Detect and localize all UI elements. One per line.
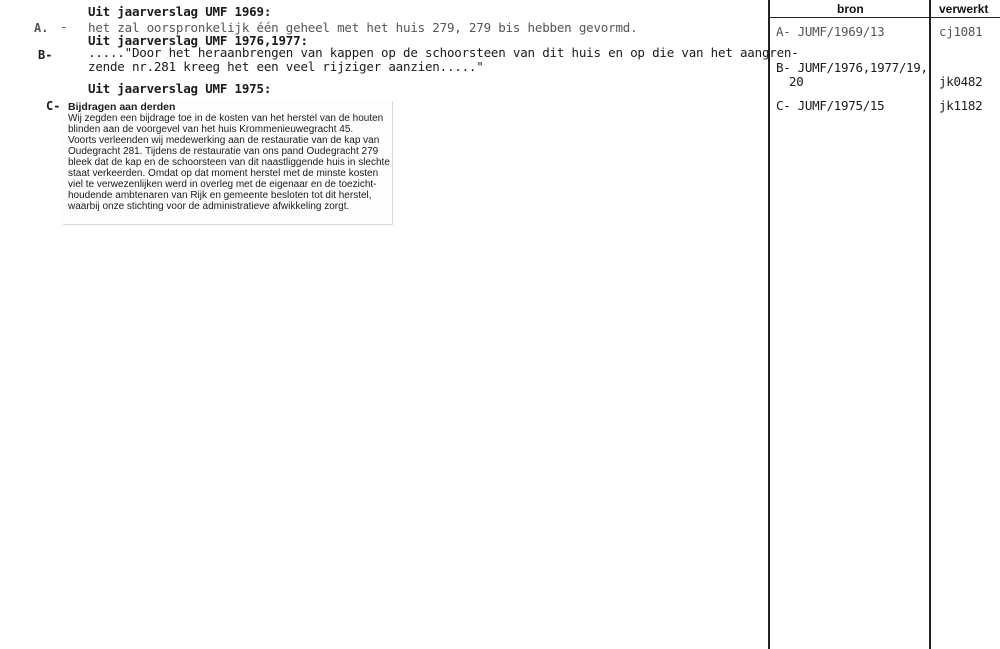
clipping-line: blinden aan de voorgevel van het huis Krommenieuwegracht 45. [68,124,354,135]
entry-b-verwerkt: jk0482 [939,74,983,89]
entry-b-line-2: zende nr.281 kreeg het een veel rijziger aanzien....." [88,59,484,74]
clipping-line: Oudegracht 281. Tijdens de restauratie van ons pand Oudegracht 279 [68,146,379,157]
entry-c-marker: C- [46,99,61,113]
clipping-line: bleek dat de kap en de schoorsteen van dit naastliggende huis in slechte [68,157,390,168]
clipping-line: Voorts verleenden wij medewerking aan de restauratie van de kap van [68,135,380,146]
entry-b-bron-line-1: B- JUMF/1976,1977/19, [776,60,928,75]
entry-a-verwerkt: cj1081 [939,24,983,39]
header-bron: bron [837,2,864,16]
section-heading-1969: Uit jaarverslag UMF 1969: [88,4,272,19]
entry-c-bron: C- JUMF/1975/15 [776,98,885,113]
entry-a-dash: - [60,19,68,34]
clipping-line: waarbij onze stichting voor de administratieve afwikkeling zorgt. [68,201,350,212]
entry-a-marker: A. [34,21,49,35]
verwerkt-column-border [929,0,931,649]
entry-b-bron-line-2: 20 [789,74,804,89]
section-heading-1975: Uit jaarverslag UMF 1975: [88,81,272,96]
entry-b-line-1: ....."Door het heraanbrengen van kappen op de schoorsteen van dit huis en op die van het aangren- [88,45,799,60]
section-heading-1976-1977: Uit jaarverslag UMF 1976,1977: [88,33,308,48]
bron-column-border [768,0,770,649]
clipping-line: viel te verwezenlijken werd in overleg met de eigenaar en de toezicht- [68,179,377,190]
clipping-line: Wij zegden een bijdrage toe in de kosten van het herstel van de houten [68,113,384,124]
header-verwerkt: verwerkt [939,2,989,16]
clipping-title: Bijdragen aan derden [68,101,176,113]
clipping-line: houdende ambtenaren van Rijk en gemeente besloten tot dit herstel, [68,190,372,201]
clipping-line: staat verkeerden. Omdat op dat moment herstel met de minste kosten [68,168,379,179]
header-divider [768,17,1000,18]
entry-a-text: het zal oorspronkelijk één geheel met het huis 279, 279 bis hebben gevormd. [88,20,638,35]
entry-a-bron: A- JUMF/1969/13 [776,24,885,39]
entry-c-verwerkt: jk1182 [939,98,983,113]
entry-b-marker: B- [38,48,53,62]
